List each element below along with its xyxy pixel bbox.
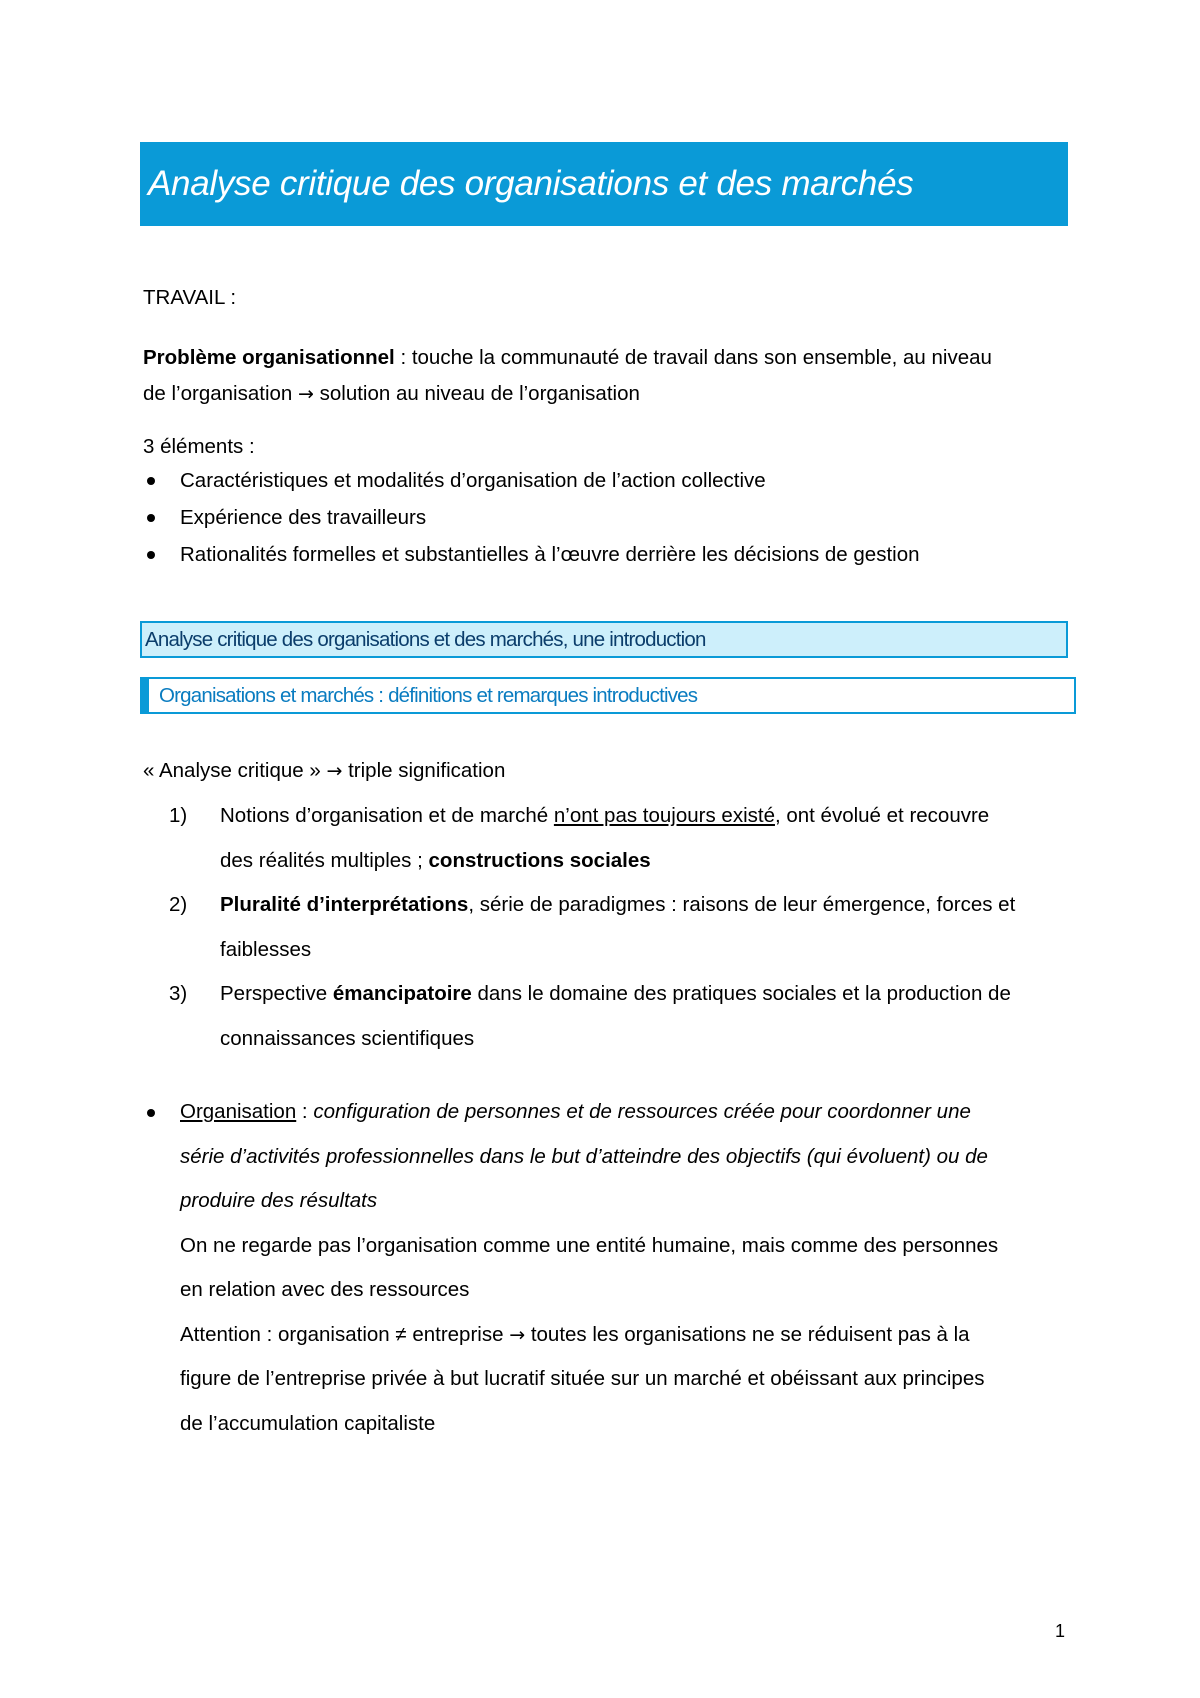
list-item: 1) Notions d’organisation et de marché n’ont pas toujours existé, ont évolué et recouvre des réalités multiples ; constructions sociales bbox=[169, 804, 990, 872]
probleme-paragraph: Problème organisationnel : touche la communauté de travail dans son ensemble, au niveau de l’organisation → solution au niveau de l’organisation bbox=[143, 346, 992, 405]
arrow-right-icon: → bbox=[326, 760, 343, 782]
document-title-bar bbox=[140, 142, 1068, 226]
page-number: 1 bbox=[1055, 1621, 1066, 1641]
arrow-right-icon: → bbox=[509, 1323, 526, 1346]
list-item: Caractéristiques et modalités d’organisation de l’action collective bbox=[143, 462, 1068, 499]
organisation-term: Organisation bbox=[180, 1100, 297, 1123]
list-item: Expérience des travailleurs bbox=[143, 499, 1068, 536]
elements-section bbox=[143, 432, 1068, 573]
document-title: Analyse critique des organisations et des marchés bbox=[148, 164, 914, 203]
heading-2-box bbox=[140, 677, 1076, 714]
heading-1: Analyse critique des organisations et des marchés, une introduction bbox=[145, 628, 706, 651]
analyse-section bbox=[143, 756, 1068, 1061]
list-item: 2) Pluralité d’interprétations, série de paradigmes : raisons de leur émergence, forces et faiblesses bbox=[169, 893, 1016, 961]
arrow-right-icon: → bbox=[298, 383, 314, 405]
list-item: Organisation : configuration de personnes et de ressources créée pour coordonner une série d’activités professionnelles dans le but d’atteindre des objectifs (qui évoluent) ou de produire des résultats On ne regarde pas l’organisation comme une entité humaine, mais comme des personnes en relation avec des ressources Attention : organisation ≠ entreprise → toutes les organisations ne se réduisent pas à la figure de l’entreprise privée à but lucratif située sur un marché et obéissant aux principes de l’accumulation capitaliste bbox=[143, 1090, 1068, 1446]
numbered-list bbox=[143, 794, 1068, 1061]
list-item: Rationalités formelles et substantielles à l’œuvre derrière les décisions de gestion bbox=[143, 536, 1068, 573]
elements-label: 3 éléments : bbox=[143, 435, 255, 458]
heading-2: Organisations et marchés : définitions et remarques introductives bbox=[159, 684, 698, 707]
elements-list bbox=[143, 462, 1068, 573]
heading-1-box bbox=[140, 621, 1068, 658]
organisation-section bbox=[143, 1090, 1068, 1446]
analyse-line: « Analyse critique » → triple signification bbox=[143, 759, 506, 782]
probleme-term: Problème organisationnel bbox=[143, 346, 395, 369]
travail-label: TRAVAIL : bbox=[143, 286, 237, 309]
list-item: 3) Perspective émancipatoire dans le domaine des pratiques sociales et la production de connaissances scientifiques bbox=[169, 982, 1011, 1050]
